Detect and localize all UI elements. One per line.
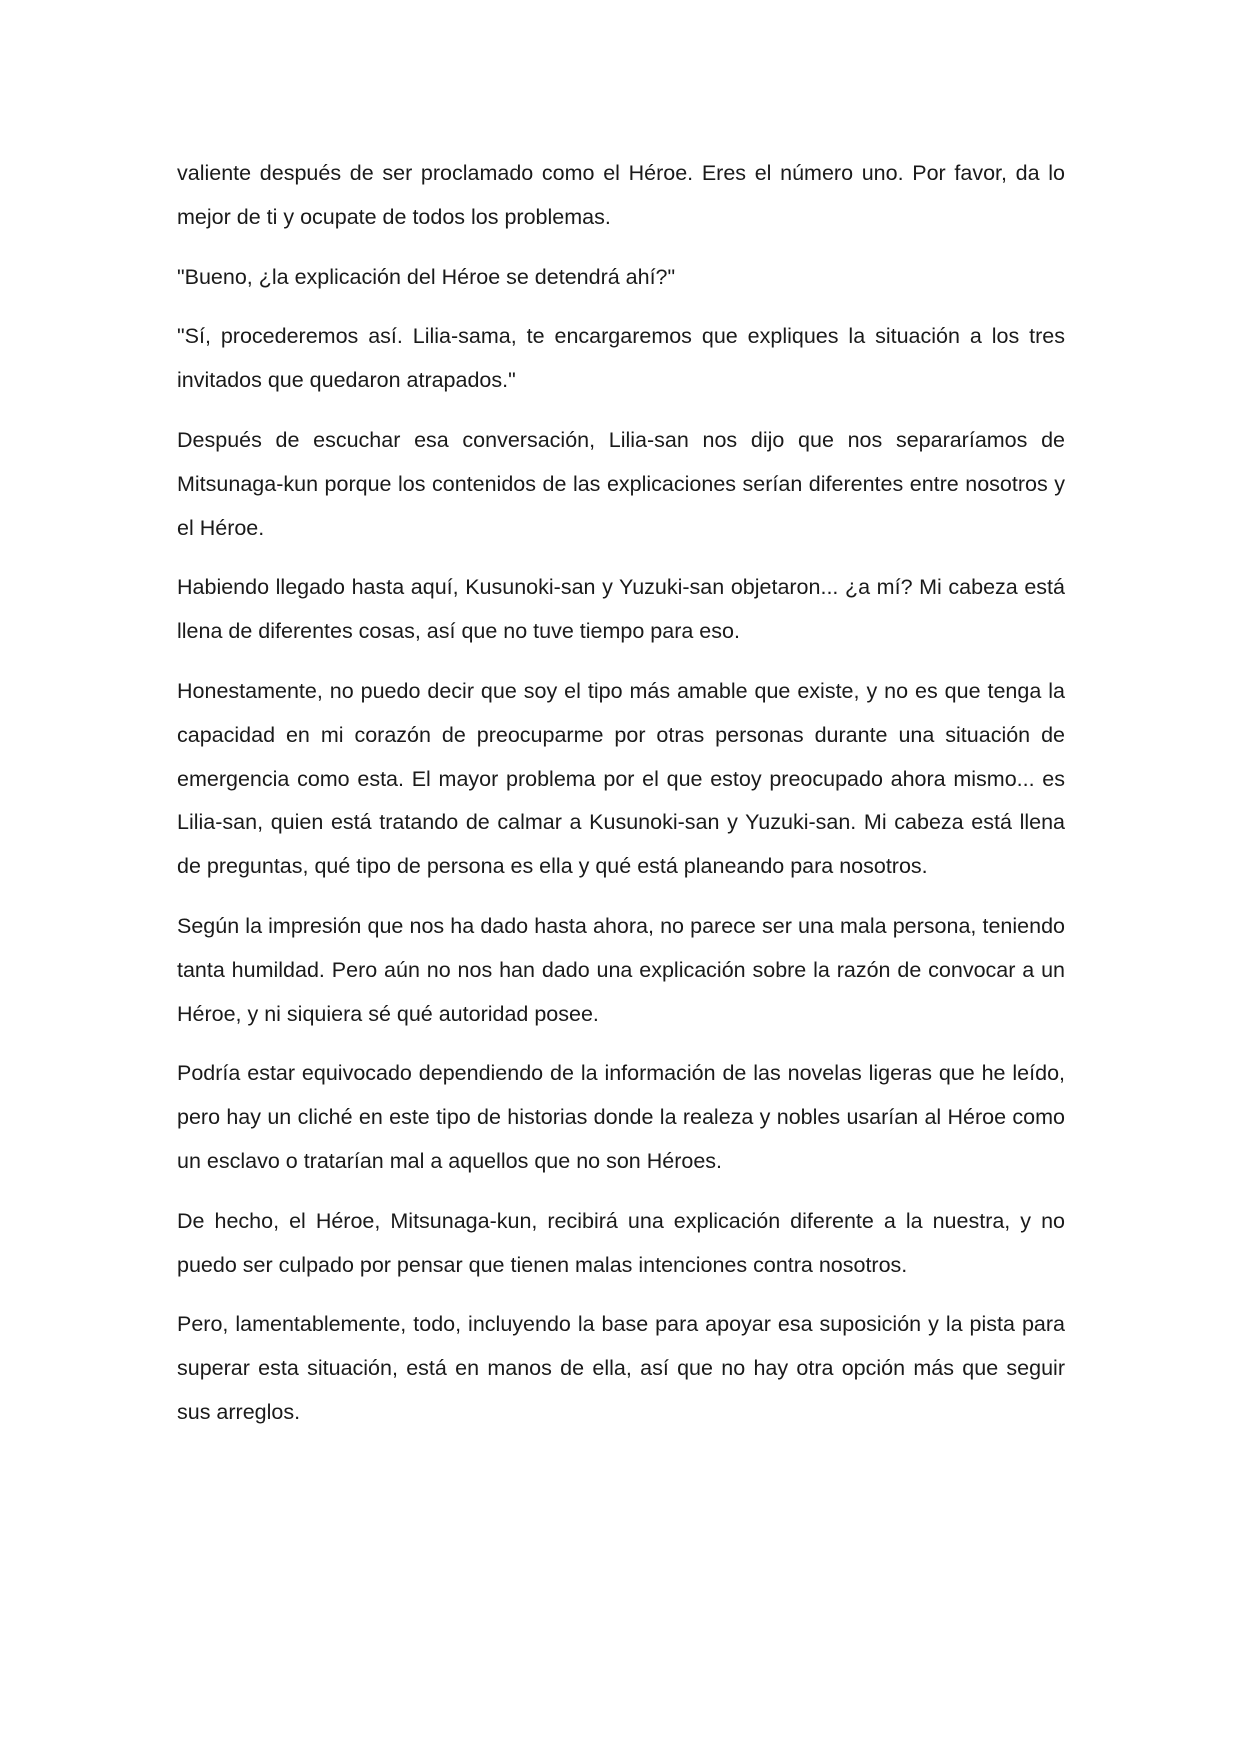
document-page (177, 152, 1065, 1451)
paragraph: Según la impresión que nos ha dado hasta ahora, no parece ser una mala persona, teniendo tanta humildad. Pero aún no nos han dado una explicación sobre la razón de convocar a un Héroe, y ni siquiera sé qué autoridad posee. (177, 913, 1065, 1026)
paragraph: "Sí, procederemos así. Lilia-sama, te encargaremos que expliques la situación a los tres invitados que quedaron atrapados." (177, 324, 1065, 393)
paragraph: Después de escuchar esa conversación, Lilia-san nos dijo que nos separaríamos de Mitsunaga-kun porque los contenidos de las explicaciones serían diferentes entre nosotros y el Héroe. (177, 427, 1065, 540)
paragraph: "Bueno, ¿la explicación del Héroe se detendrá ahí?" (177, 264, 676, 289)
paragraph: Podría estar equivocado dependiendo de la información de las novelas ligeras que he leído, pero hay un cliché en este tipo de historias donde la realeza y nobles usarían al Héroe como un esclavo o tratarían mal a aquellos que no son Héroes. (177, 1061, 1065, 1173)
paragraph: Honestamente, no puedo decir que soy el tipo más amable que existe, y no es que tenga la capacidad en mi corazón de preocuparme por otras personas durante una situación de emergencia como esta. El mayor problema por el que estoy preocupado ahora mismo... es Lilia-san, quien está tratando de calmar a Kusunoki-san y Yuzuki-san. Mi cabeza está llena de preguntas, qué tipo de persona es ella y qué está planeando para nosotros. (177, 678, 1065, 879)
paragraph: Habiendo llegado hasta aquí, Kusunoki-san y Yuzuki-san objetaron... ¿a mí? Mi cabeza está llena de diferentes cosas, así que no tuve tiempo para eso. (177, 575, 1065, 644)
paragraph: Pero, lamentablemente, todo, incluyendo la base para apoyar esa suposición y la pista para superar esta situación, está en manos de ella, así que no hay otra opción más que seguir sus arreglos. (177, 1312, 1065, 1424)
paragraph: De hecho, el Héroe, Mitsunaga-kun, recibirá una explicación diferente a la nuestra, y no puedo ser culpado por pensar que tienen malas intenciones contra nosotros. (177, 1208, 1065, 1277)
paragraph: valiente después de ser proclamado como el Héroe. Eres el número uno. Por favor, da lo mejor de ti y ocupate de todos los problemas. (177, 161, 1065, 229)
